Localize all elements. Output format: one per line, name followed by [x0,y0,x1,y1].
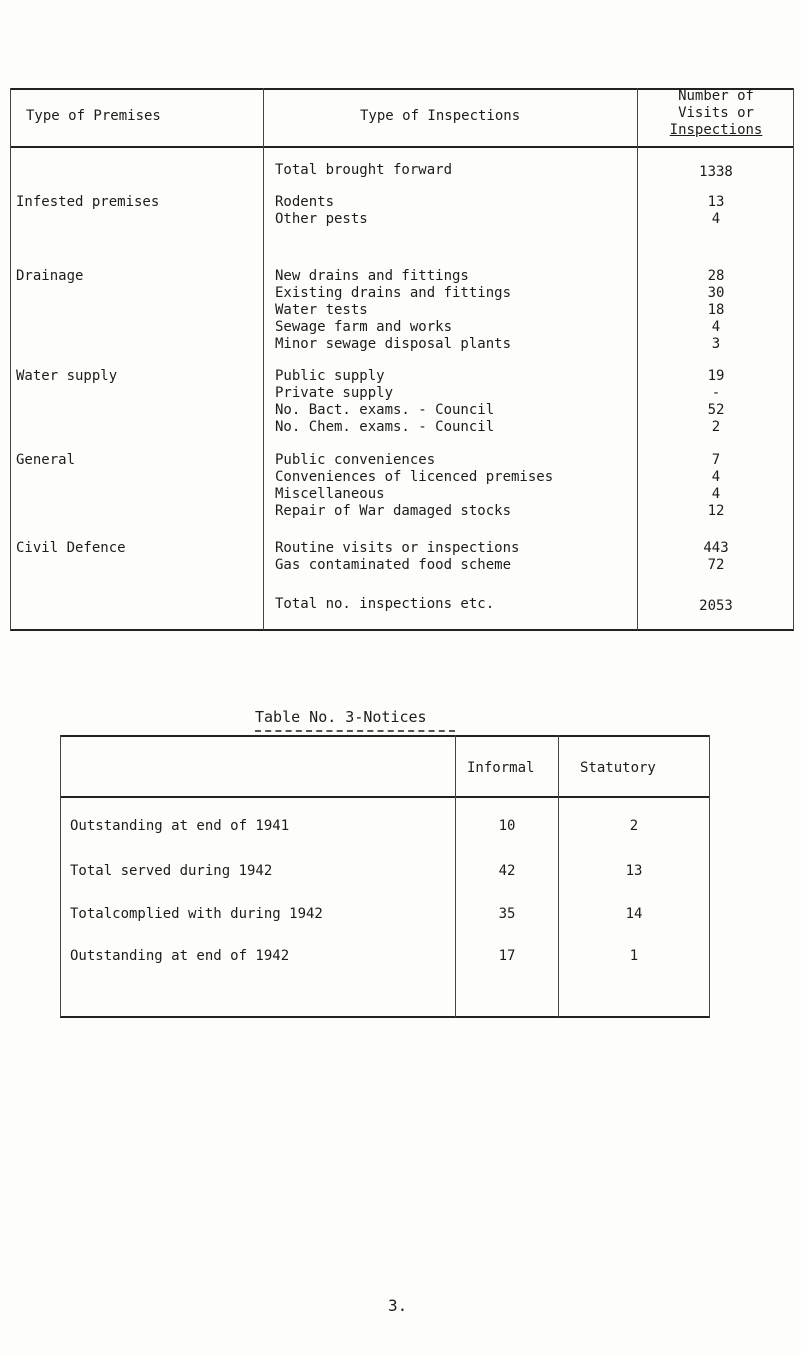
premises-type: Civil Defence [16,540,126,556]
inspection-count: 12 [707,503,725,519]
inspection-type: Other pests [275,211,368,227]
column-divider-2 [637,88,638,630]
notices-right-border [709,735,710,1017]
notice-statutory-value: 14 [625,906,643,922]
inspection-type: Routine visits or inspections [275,540,520,556]
notices-bottom-border [60,1016,710,1018]
header-number-line3: Inspections [669,122,763,138]
notices-left-border [60,735,61,1017]
notice-statutory-value: 1 [629,948,639,964]
premises-type: Drainage [16,268,84,284]
premises-type: Water supply [16,368,118,384]
notice-informal-value: 10 [498,818,516,834]
inspection-type: Public supply [275,368,385,384]
notices-top-border [60,735,710,737]
inspection-count: 72 [707,557,725,573]
inspection-count: 52 [707,402,725,418]
inspection-count: 19 [707,368,725,384]
notice-row-label: Total served during 1942 [70,863,273,879]
inspection-type: Repair of War damaged stocks [275,503,512,519]
inspection-count: 4 [711,319,721,335]
inspection-type: Private supply [275,385,394,401]
inspection-type: Sewage farm and works [275,319,453,335]
inspection-type: No. Bact. exams. - Council [275,402,495,418]
inspection-count: 443 [703,540,729,556]
header-number-line1: Number of [678,88,754,104]
total-inspections-value: 2053 [699,598,733,614]
inspection-type: Miscellaneous [275,486,385,502]
inspection-type: New drains and fittings [275,268,469,284]
header-number-of-visits [640,88,792,139]
inspection-count: 28 [707,268,725,284]
inspection-count: 2 [711,419,721,435]
notices-header-statutory: Statutory [580,760,656,776]
inspection-count: - [711,385,721,401]
notices-header-bottom-border [60,796,710,798]
notice-row-label: Outstanding at end of 1941 [70,818,290,834]
inspection-count: 4 [711,211,721,227]
inspection-type: No. Chem. exams. - Council [275,419,495,435]
notice-row-label: Totalcomplied with during 1942 [70,906,323,922]
header-bottom-border [10,146,794,148]
premises-type: Infested premises [16,194,160,210]
total-inspections-label: Total no. inspections etc. [275,596,495,612]
inspection-count: 4 [711,486,721,502]
notices-table-title: Table No. 3-Notices [255,708,427,726]
inspection-type: Rodents [275,194,335,210]
notice-informal-value: 17 [498,948,516,964]
header-number-line2: Visits or [678,105,754,121]
header-type-of-inspections: Type of Inspections [360,108,521,124]
notice-informal-value: 35 [498,906,516,922]
table-bottom-border [10,629,794,631]
notice-informal-value: 42 [498,863,516,879]
inspection-count: 30 [707,285,725,301]
inspection-count: 7 [711,452,721,468]
inspection-type: Gas contaminated food scheme [275,557,512,573]
brought-forward-label: Total brought forward [275,162,453,178]
inspection-count: 4 [711,469,721,485]
notice-statutory-value: 2 [629,818,639,834]
header-type-of-premises: Type of Premises [26,108,161,124]
notice-row-label: Outstanding at end of 1942 [70,948,290,964]
notice-statutory-value: 13 [625,863,643,879]
title-underline [255,730,455,732]
inspection-type: Conveniences of licenced premises [275,469,554,485]
brought-forward-value: 1338 [699,164,733,180]
inspection-count: 18 [707,302,725,318]
inspection-type: Existing drains and fittings [275,285,512,301]
table-left-border [10,88,11,630]
column-divider-1 [263,88,264,630]
notices-header-informal: Informal [467,760,535,776]
inspection-count: 13 [707,194,725,210]
inspection-type: Public conveniences [275,452,436,468]
page-number: 3. [388,1296,408,1315]
table-right-border [793,88,794,630]
inspection-type: Water tests [275,302,368,318]
premises-type: General [16,452,76,468]
inspection-type: Minor sewage disposal plants [275,336,512,352]
inspection-count: 3 [711,336,721,352]
